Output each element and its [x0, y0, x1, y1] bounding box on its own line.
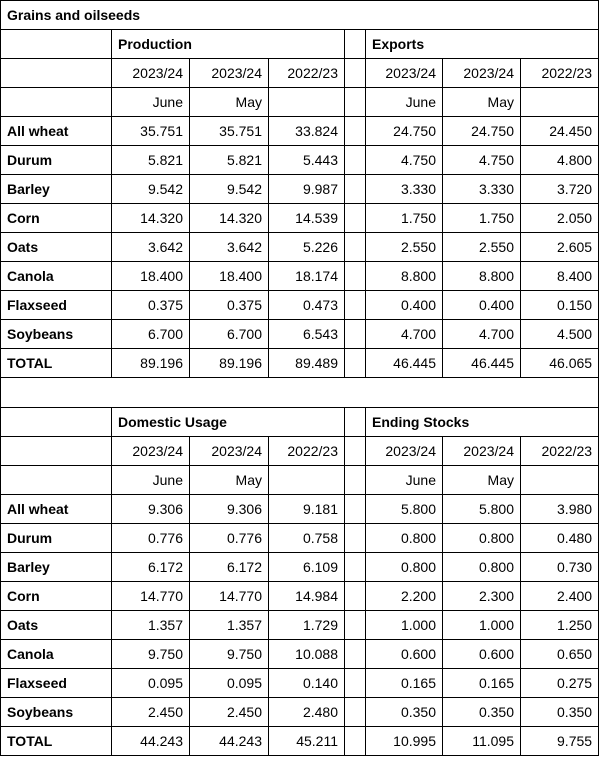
section-header-row — [1, 408, 599, 437]
value-cell-left: 9.987 — [269, 175, 345, 204]
value-cell-right: 0.480 — [521, 524, 599, 553]
value-cell-right: 46.445 — [443, 349, 521, 378]
value-cell-left: 45.211 — [269, 727, 345, 756]
gap-cell — [345, 88, 366, 117]
value-cell-right: 0.275 — [521, 669, 599, 698]
gap-cell — [345, 611, 366, 640]
row-label: Durum — [1, 146, 112, 175]
year-header: 2022/23 — [269, 59, 345, 88]
value-cell-left: 6.700 — [112, 320, 190, 349]
gap-cell — [345, 524, 366, 553]
value-cell-left: 5.821 — [112, 146, 190, 175]
table-row — [1, 262, 599, 291]
table-row — [1, 233, 599, 262]
table-title: Grains and oilseeds — [1, 1, 599, 30]
gap-cell — [345, 320, 366, 349]
value-cell-right: 2.050 — [521, 204, 599, 233]
year-header: 2022/23 — [521, 59, 599, 88]
table-row — [1, 524, 599, 553]
value-cell-right: 0.400 — [366, 291, 443, 320]
year-header: 2023/24 — [190, 437, 269, 466]
gap-cell — [345, 727, 366, 756]
value-cell-left: 14.539 — [269, 204, 345, 233]
value-cell-right: 2.400 — [521, 582, 599, 611]
value-cell-left: 89.196 — [112, 349, 190, 378]
value-cell-right: 0.165 — [443, 669, 521, 698]
table-row — [1, 640, 599, 669]
row-label: Flaxseed — [1, 291, 112, 320]
month-header — [269, 466, 345, 495]
year-header-row — [1, 437, 599, 466]
value-cell-left: 9.750 — [190, 640, 269, 669]
value-cell-left: 9.542 — [190, 175, 269, 204]
value-cell-right: 24.750 — [443, 117, 521, 146]
value-cell-left: 0.095 — [190, 669, 269, 698]
value-cell-right: 0.600 — [443, 640, 521, 669]
value-cell-right: 1.000 — [443, 611, 521, 640]
row-label: Oats — [1, 233, 112, 262]
table-body — [1, 1, 599, 756]
year-header: 2023/24 — [112, 59, 190, 88]
table-row — [1, 553, 599, 582]
value-cell-right: 0.350 — [443, 698, 521, 727]
value-cell-left: 2.450 — [112, 698, 190, 727]
value-cell-right: 4.700 — [366, 320, 443, 349]
value-cell-right: 0.800 — [443, 524, 521, 553]
value-cell-right: 1.750 — [366, 204, 443, 233]
value-cell-right: 46.445 — [366, 349, 443, 378]
value-cell-left: 89.196 — [190, 349, 269, 378]
value-cell-right: 10.995 — [366, 727, 443, 756]
section-title-left: Production — [112, 30, 345, 59]
value-cell-right: 46.065 — [521, 349, 599, 378]
table-row — [1, 669, 599, 698]
value-cell-right: 5.800 — [443, 495, 521, 524]
table-row — [1, 698, 599, 727]
section-title-right: Exports — [366, 30, 599, 59]
value-cell-right: 0.400 — [443, 291, 521, 320]
value-cell-right: 2.200 — [366, 582, 443, 611]
spacer-cell — [1, 378, 599, 408]
value-cell-left: 14.770 — [112, 582, 190, 611]
corner-cell — [1, 408, 112, 437]
month-header: May — [190, 466, 269, 495]
value-cell-right: 8.800 — [443, 262, 521, 291]
value-cell-right: 2.605 — [521, 233, 599, 262]
year-header: 2022/23 — [521, 437, 599, 466]
year-header: 2023/24 — [366, 437, 443, 466]
value-cell-right: 4.750 — [443, 146, 521, 175]
row-label: Canola — [1, 640, 112, 669]
row-label: Flaxseed — [1, 669, 112, 698]
value-cell-right: 0.800 — [443, 553, 521, 582]
month-header: June — [112, 466, 190, 495]
month-header — [521, 466, 599, 495]
gap-cell — [345, 175, 366, 204]
gap-cell — [345, 553, 366, 582]
value-cell-left: 6.172 — [190, 553, 269, 582]
year-header: 2023/24 — [443, 437, 521, 466]
value-cell-right: 3.330 — [443, 175, 521, 204]
value-cell-right: 4.800 — [521, 146, 599, 175]
month-header — [521, 88, 599, 117]
row-label: TOTAL — [1, 349, 112, 378]
value-cell-left: 0.140 — [269, 669, 345, 698]
value-cell-right: 1.000 — [366, 611, 443, 640]
value-cell-right: 2.550 — [366, 233, 443, 262]
gap-cell — [345, 262, 366, 291]
gap-cell — [345, 349, 366, 378]
value-cell-left: 9.542 — [112, 175, 190, 204]
corner-cell — [1, 88, 112, 117]
value-cell-right: 1.750 — [443, 204, 521, 233]
value-cell-right: 0.150 — [521, 291, 599, 320]
row-label: Soybeans — [1, 320, 112, 349]
table-row — [1, 727, 599, 756]
gap-cell — [345, 146, 366, 175]
gap-cell — [345, 437, 366, 466]
value-cell-left: 0.776 — [112, 524, 190, 553]
value-cell-right: 24.450 — [521, 117, 599, 146]
value-cell-left: 0.375 — [112, 291, 190, 320]
value-cell-right: 1.250 — [521, 611, 599, 640]
row-label: Corn — [1, 582, 112, 611]
value-cell-left: 1.357 — [190, 611, 269, 640]
section-spacer-row — [1, 378, 599, 408]
year-header: 2023/24 — [190, 59, 269, 88]
value-cell-left: 6.109 — [269, 553, 345, 582]
gap-cell — [345, 698, 366, 727]
table-row — [1, 204, 599, 233]
value-cell-right: 2.550 — [443, 233, 521, 262]
value-cell-left: 14.320 — [112, 204, 190, 233]
gap-cell — [345, 233, 366, 262]
gap-cell — [345, 59, 366, 88]
gap-cell — [345, 30, 366, 59]
table-row — [1, 291, 599, 320]
value-cell-left: 35.751 — [190, 117, 269, 146]
table-row — [1, 175, 599, 204]
value-cell-right: 0.730 — [521, 553, 599, 582]
table-row — [1, 349, 599, 378]
row-label: Oats — [1, 611, 112, 640]
gap-cell — [345, 495, 366, 524]
gap-cell — [345, 669, 366, 698]
year-header: 2022/23 — [269, 437, 345, 466]
table-row — [1, 611, 599, 640]
row-label: TOTAL — [1, 727, 112, 756]
value-cell-left: 35.751 — [112, 117, 190, 146]
value-cell-right: 2.300 — [443, 582, 521, 611]
value-cell-right: 0.650 — [521, 640, 599, 669]
value-cell-left: 9.181 — [269, 495, 345, 524]
value-cell-right: 0.800 — [366, 553, 443, 582]
month-header-row — [1, 466, 599, 495]
value-cell-right: 4.700 — [443, 320, 521, 349]
row-label: All wheat — [1, 495, 112, 524]
value-cell-left: 1.729 — [269, 611, 345, 640]
table-row — [1, 582, 599, 611]
year-header: 2023/24 — [366, 59, 443, 88]
value-cell-right: 0.165 — [366, 669, 443, 698]
table-row — [1, 495, 599, 524]
month-header: June — [112, 88, 190, 117]
value-cell-right: 9.755 — [521, 727, 599, 756]
value-cell-left: 18.400 — [190, 262, 269, 291]
row-label: Barley — [1, 553, 112, 582]
value-cell-left: 10.088 — [269, 640, 345, 669]
value-cell-left: 33.824 — [269, 117, 345, 146]
month-header: June — [366, 88, 443, 117]
month-header: June — [366, 466, 443, 495]
table-row — [1, 146, 599, 175]
year-header: 2023/24 — [112, 437, 190, 466]
value-cell-right: 8.800 — [366, 262, 443, 291]
value-cell-left: 5.226 — [269, 233, 345, 262]
value-cell-left: 0.375 — [190, 291, 269, 320]
value-cell-left: 6.700 — [190, 320, 269, 349]
value-cell-left: 44.243 — [190, 727, 269, 756]
value-cell-left: 1.357 — [112, 611, 190, 640]
corner-cell — [1, 466, 112, 495]
month-header-row — [1, 88, 599, 117]
gap-cell — [345, 408, 366, 437]
gap-cell — [345, 117, 366, 146]
month-header: May — [443, 88, 521, 117]
value-cell-left: 9.306 — [190, 495, 269, 524]
value-cell-right: 5.800 — [366, 495, 443, 524]
value-cell-left: 9.306 — [112, 495, 190, 524]
value-cell-left: 0.473 — [269, 291, 345, 320]
value-cell-right: 4.750 — [366, 146, 443, 175]
month-header: May — [443, 466, 521, 495]
value-cell-left: 2.450 — [190, 698, 269, 727]
value-cell-left: 3.642 — [190, 233, 269, 262]
year-header-row — [1, 59, 599, 88]
value-cell-left: 2.480 — [269, 698, 345, 727]
row-label: All wheat — [1, 117, 112, 146]
row-label: Corn — [1, 204, 112, 233]
corner-cell — [1, 30, 112, 59]
value-cell-left: 14.320 — [190, 204, 269, 233]
gap-cell — [345, 291, 366, 320]
value-cell-left: 0.095 — [112, 669, 190, 698]
value-cell-left: 5.443 — [269, 146, 345, 175]
value-cell-right: 3.980 — [521, 495, 599, 524]
row-label: Durum — [1, 524, 112, 553]
value-cell-right: 0.600 — [366, 640, 443, 669]
row-label: Canola — [1, 262, 112, 291]
corner-cell — [1, 437, 112, 466]
gap-cell — [345, 582, 366, 611]
table-row — [1, 320, 599, 349]
value-cell-left: 3.642 — [112, 233, 190, 262]
month-header — [269, 88, 345, 117]
value-cell-left: 6.172 — [112, 553, 190, 582]
row-label: Soybeans — [1, 698, 112, 727]
table-row — [1, 117, 599, 146]
section-title-right: Ending Stocks — [366, 408, 599, 437]
section-title-left: Domestic Usage — [112, 408, 345, 437]
value-cell-right: 3.720 — [521, 175, 599, 204]
value-cell-left: 6.543 — [269, 320, 345, 349]
value-cell-left: 0.776 — [190, 524, 269, 553]
value-cell-right: 3.330 — [366, 175, 443, 204]
value-cell-left: 14.770 — [190, 582, 269, 611]
value-cell-left: 44.243 — [112, 727, 190, 756]
month-header: May — [190, 88, 269, 117]
corner-cell — [1, 59, 112, 88]
gap-cell — [345, 466, 366, 495]
value-cell-right: 0.800 — [366, 524, 443, 553]
value-cell-right: 4.500 — [521, 320, 599, 349]
value-cell-left: 89.489 — [269, 349, 345, 378]
value-cell-right: 8.400 — [521, 262, 599, 291]
value-cell-right: 24.750 — [366, 117, 443, 146]
year-header: 2023/24 — [443, 59, 521, 88]
gap-cell — [345, 640, 366, 669]
value-cell-left: 9.750 — [112, 640, 190, 669]
value-cell-left: 14.984 — [269, 582, 345, 611]
value-cell-right: 11.095 — [443, 727, 521, 756]
value-cell-left: 18.400 — [112, 262, 190, 291]
value-cell-right: 0.350 — [521, 698, 599, 727]
value-cell-left: 0.758 — [269, 524, 345, 553]
value-cell-left: 18.174 — [269, 262, 345, 291]
title-row — [1, 1, 599, 30]
value-cell-right: 0.350 — [366, 698, 443, 727]
gap-cell — [345, 204, 366, 233]
value-cell-left: 5.821 — [190, 146, 269, 175]
section-header-row — [1, 30, 599, 59]
row-label: Barley — [1, 175, 112, 204]
